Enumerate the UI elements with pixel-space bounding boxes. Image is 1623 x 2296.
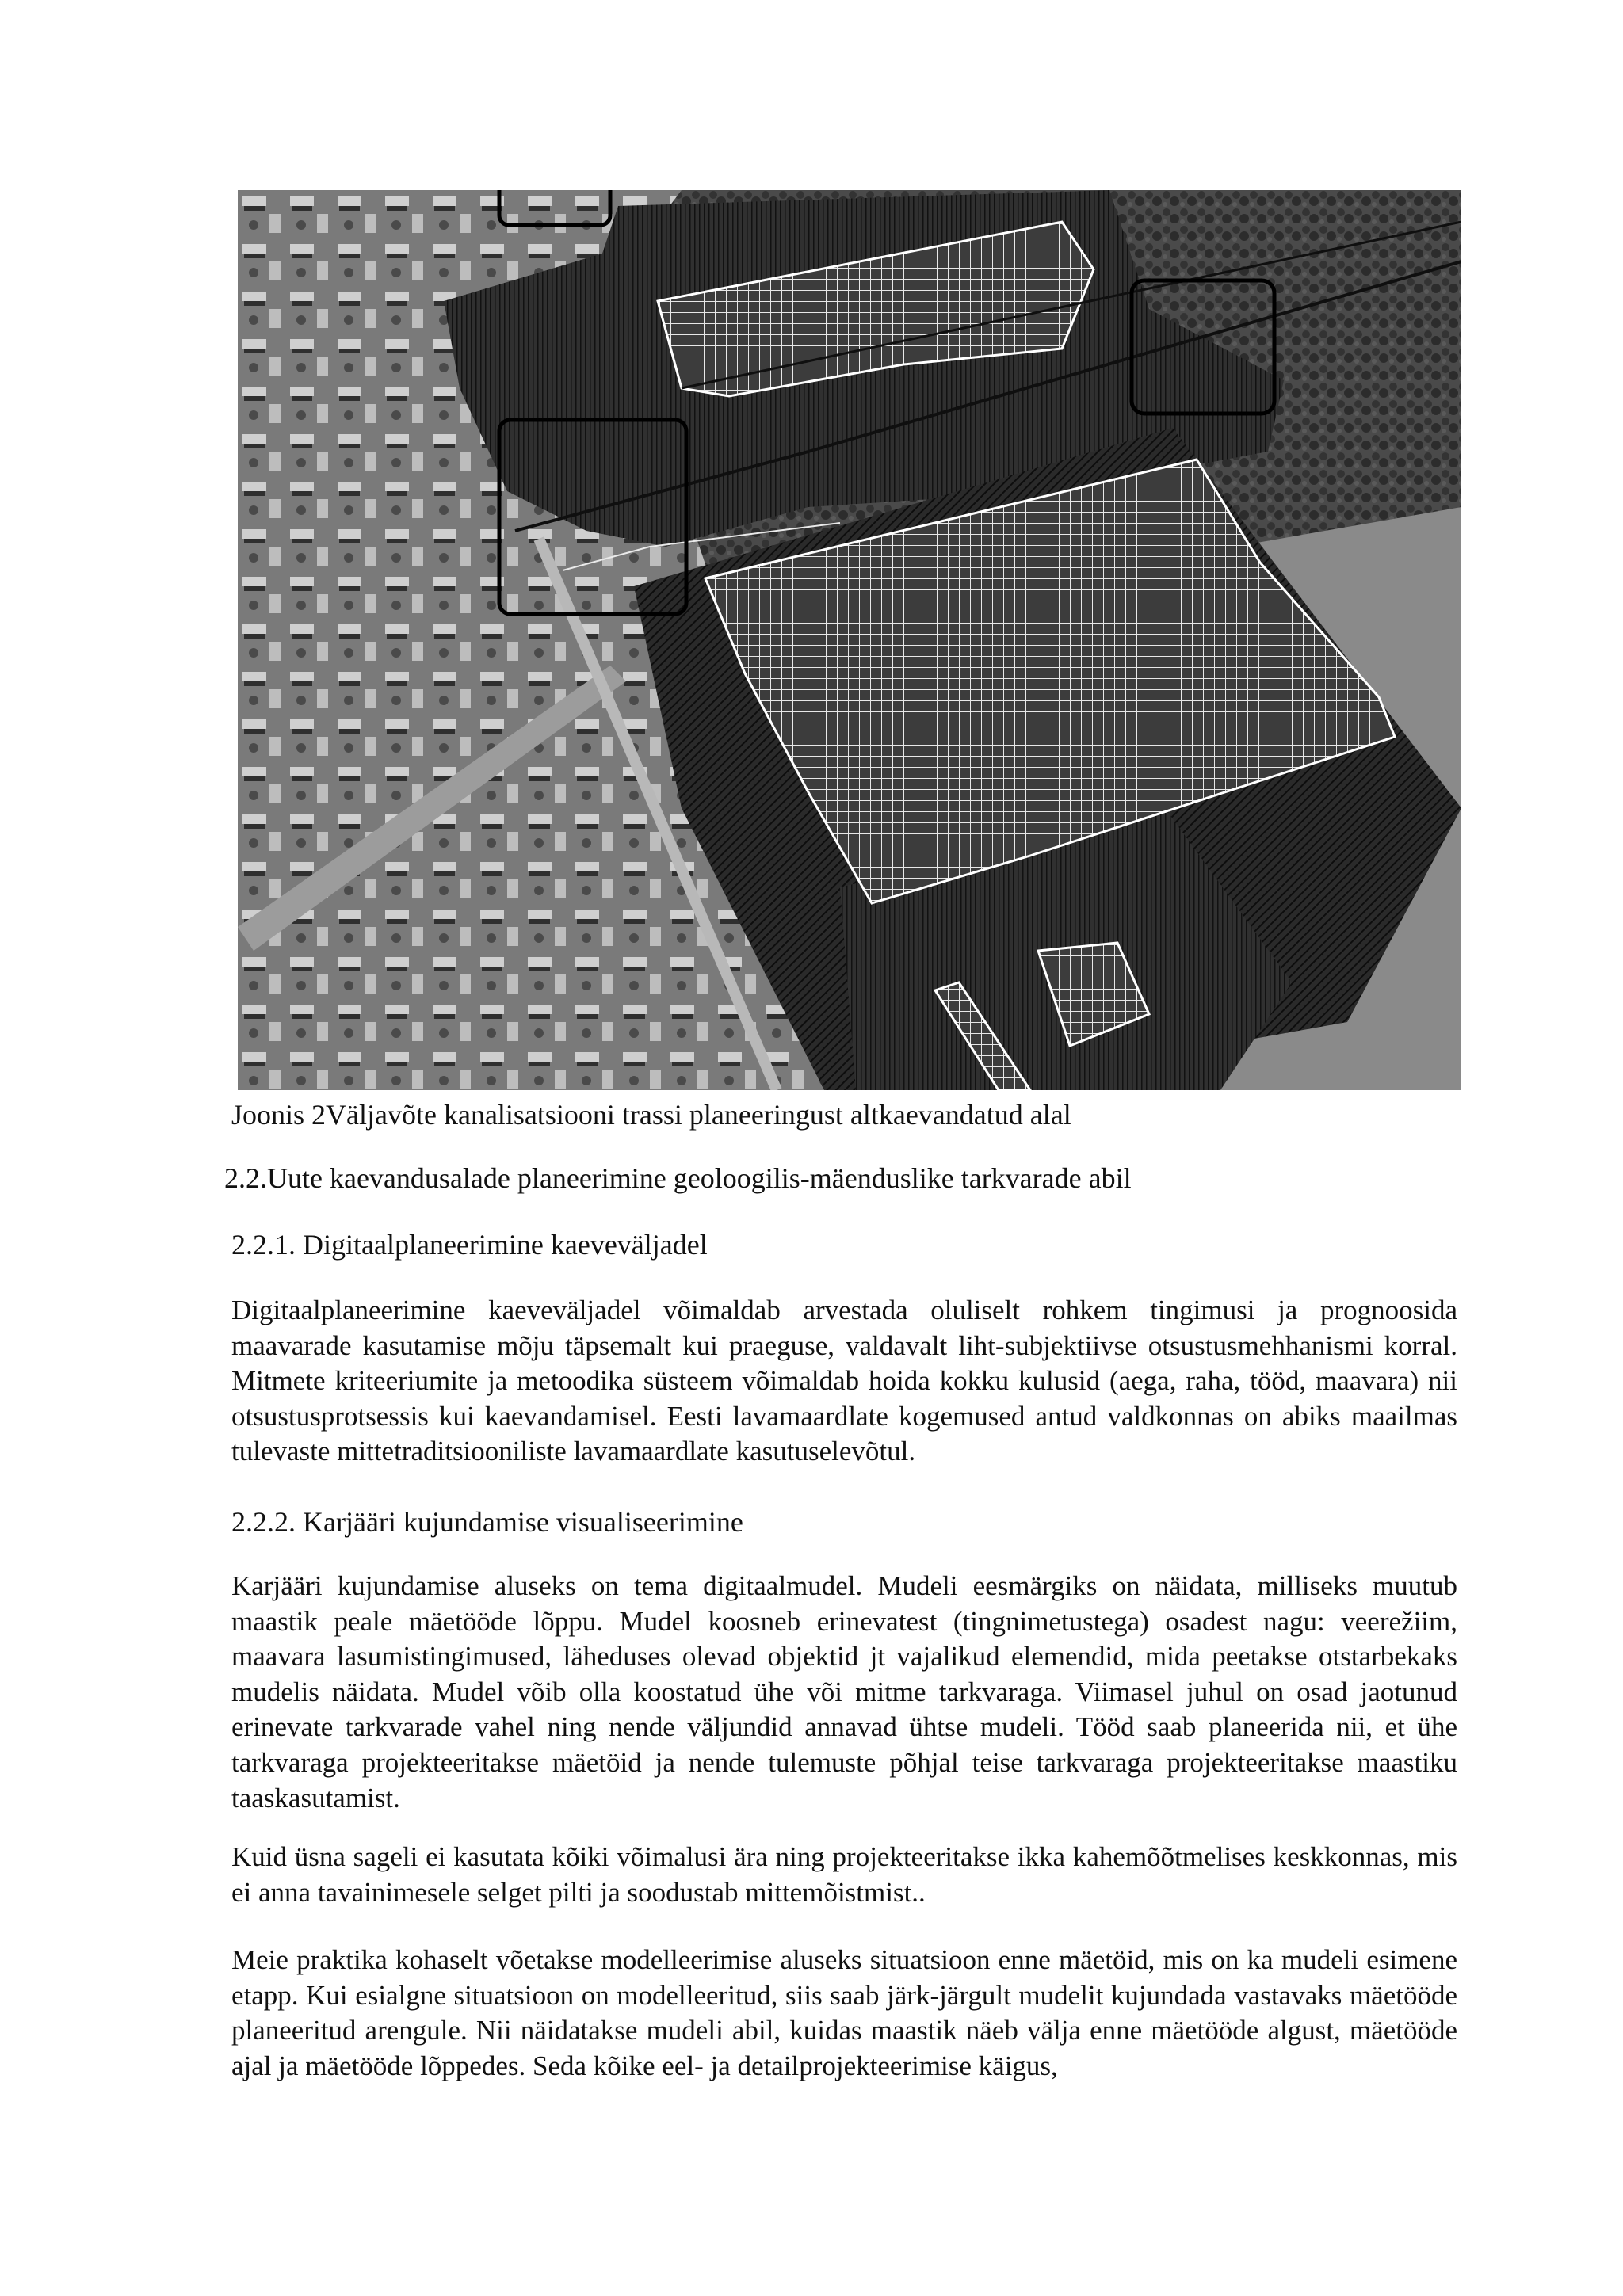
paragraph-2d-design: Kuid üsna sageli ei kasutata kõiki võimalusi ära ning projekteeritakse ikka kahemõõtmelises keskkonnas, mis ei anna tavainimesele selget pilti ja soodustab mittemõistmist.. [231,1841,1457,1908]
paragraph-digital-planning: Digitaalplaneerimine kaeveväljadel võimaldab arvestada oluliselt rohkem tingimusi ja prognoosida maavarade kasutamise mõju täpsemalt kui praeguse, valdavalt liht-subjektiivse otsustusmehhanismi korral. Mitmete kriteeriumite ja metoodika süsteem võimaldab hoida kokku kulusid (aega, raha, tööd, maavara) nii otsustusprotsessis kui kaevandamisel. Eesti lavamaardlate kogemused antud valdkonnas on abiks maailmas tulevaste mittetraditsiooniliste lavamaardlate kasutuselevõtul. [231,1295,1457,1467]
section-heading: 2.2.Uute kaevandusalade planeerimine geoloogilis-mäenduslike tarkvarade abil [224,1162,1132,1194]
aerial-map-image [238,190,1461,1090]
subsection-heading-1: 2.2.1. Digitaalplaneerimine kaeveväljadel [231,1229,708,1261]
paragraph-quarry-model: Karjääri kujundamise aluseks on tema digitaalmudel. Mudeli eesmärgiks on näidata, milliseks muutub maastik peale mäetööde lõppu. Mudel koosneb erinevatest (tingnimetustega) osadest nagu: veerežiim, maavara lasumistingimused, läheduses olevad objektid jt vajalikud elemendid, mida peetakse otstarbekaks mudelis näidata. Mudel võib olla koostatud ühe või mitme tarkvaraga. Viimasel juhul on osad jaotunud erinevate tarkvarade vahel ning nende väljundid annavad ühtse mudeli. Tööd saab planeerida nii, et ühe tarkvaraga projekteeritakse mäetöid ja nende tulemuste põhjal teise tarkvaraga projekteeritakse maastiku taaskasutamist. [231,1570,1457,1814]
subsection-heading-2: 2.2.2. Karjääri kujundamise visualiseerimine [231,1506,743,1538]
figure-caption: Joonis 2Väljavõte kanalisatsiooni trassi planeeringust altkaevandatud alal [231,1099,1071,1131]
paragraph-modelling-practice: Meie praktika kohaselt võetakse modelleerimise aluseks situatsioon enne mäetöid, mis on ka mudeli esimene etapp. Kui esialgne situatsioon on modelleeritud, siis saab järk-järgult mudelit kujundada vastavaks mäetööde planeeritud arengule. Nii näidatakse mudeli abil, kuidas maastik näeb välja enne mäetööde algust, mäetööde ajal ja mäetööde lõppedes. Seda kõike eel- ja detailprojekteerimise käigus, [231,1944,1457,2081]
aerial-map-figure [238,190,1461,1090]
